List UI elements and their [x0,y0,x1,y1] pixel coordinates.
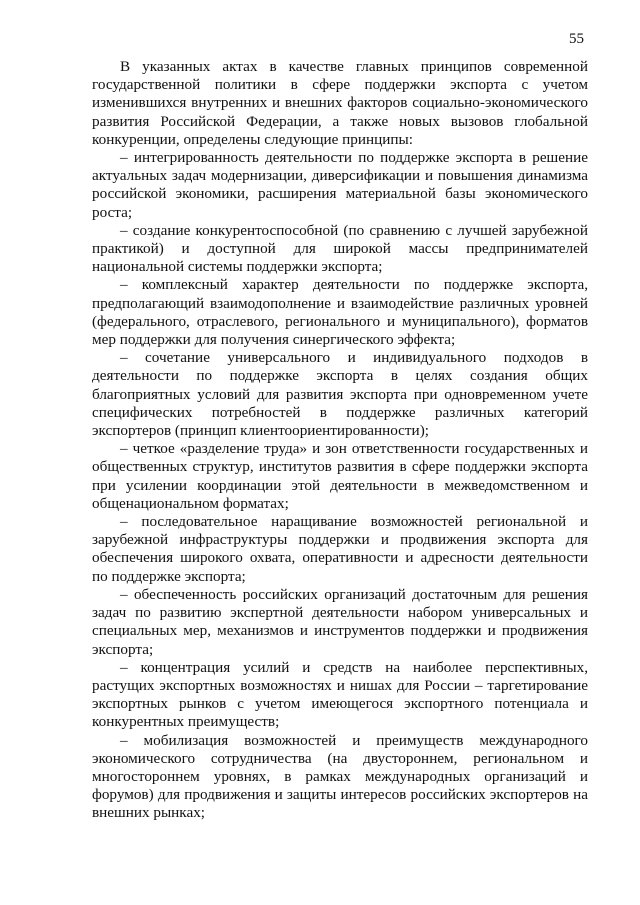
page-number: 55 [569,31,584,47]
page-body [92,58,588,823]
list-item-mobilization: – мобилизация возможностей и преимуществ международного экономического сотрудничества (на двустороннем, региональном и многостороннем уровнях, в рамках международных организаций и форумов) для продвижения и защиты интересов российских экспортеров на внешних рынках; [92,731,588,822]
list-item-integration: – интегрированность деятельности по поддержке экспорта в решение актуальных задач модернизации, диверсификации и повышения динамизма российской экономики, расширения материальной базы экономического роста; [92,149,588,221]
list-item-competitive-system: – создание конкурентоспособной (по сравнению с лучшей зарубежной практикой) и доступной для широкой массы предпринимателей национальной системы поддержки экспорта; [92,221,588,276]
list-item-infrastructure: – последовательное наращивание возможностей региональной и зарубежной инфраструктуры поддержки и продвижения экспорта для обеспечения широкого охвата, оперативности и адресности деятельности по поддержке экспорта; [92,513,588,585]
list-item-concentration: – концентрация усилий и средств на наиболее перспективных, растущих экспортных возможностях и нишах для России – таргетирование экспортных рынков с учетом имеющегося экспортного потенциала и конкурентных преимуществ; [92,658,588,731]
list-item-complex-character: – комплексный характер деятельности по поддержке экспорта, предполагающий взаимодополнение и взаимодействие различных уровней (федерального, отраслевого, регионального и муниципального), форматов мер поддержки для получения синергического эффекта; [92,276,588,349]
list-item-combined-approaches: – сочетание универсального и индивидуального подходов в деятельности по поддержке экспорта в целях создания общих благоприятных условий для развития экспорта при одновременном учете специфических потребностей в поддержке различных категорий экспортеров (принцип клиентоориентированности); [92,349,588,440]
paragraph-intro: В указанных актах в качестве главных принципов современной государственной политики в сфере поддержки экспорта с учетом изменившихся внутренних и внешних факторов социально-экономического развития Российской Федерации, а также новых вызовов глобальной конкуренции, определены следующие принципы: [92,58,588,148]
list-item-measures-set: – обеспеченность российских организаций достаточным для решения задач по развитию экспертной деятельности набором универсальных и специальных мер, механизмов и инструментов поддержки и продвижения экспорта; [92,585,588,658]
list-item-division-of-labor: – четкое «разделение труда» и зон ответственности государственных и общественных структур, институтов развития в сфере поддержки экспорта при усилении координации этой деятельности в межведомственном и общенациональном форматах; [92,440,588,512]
